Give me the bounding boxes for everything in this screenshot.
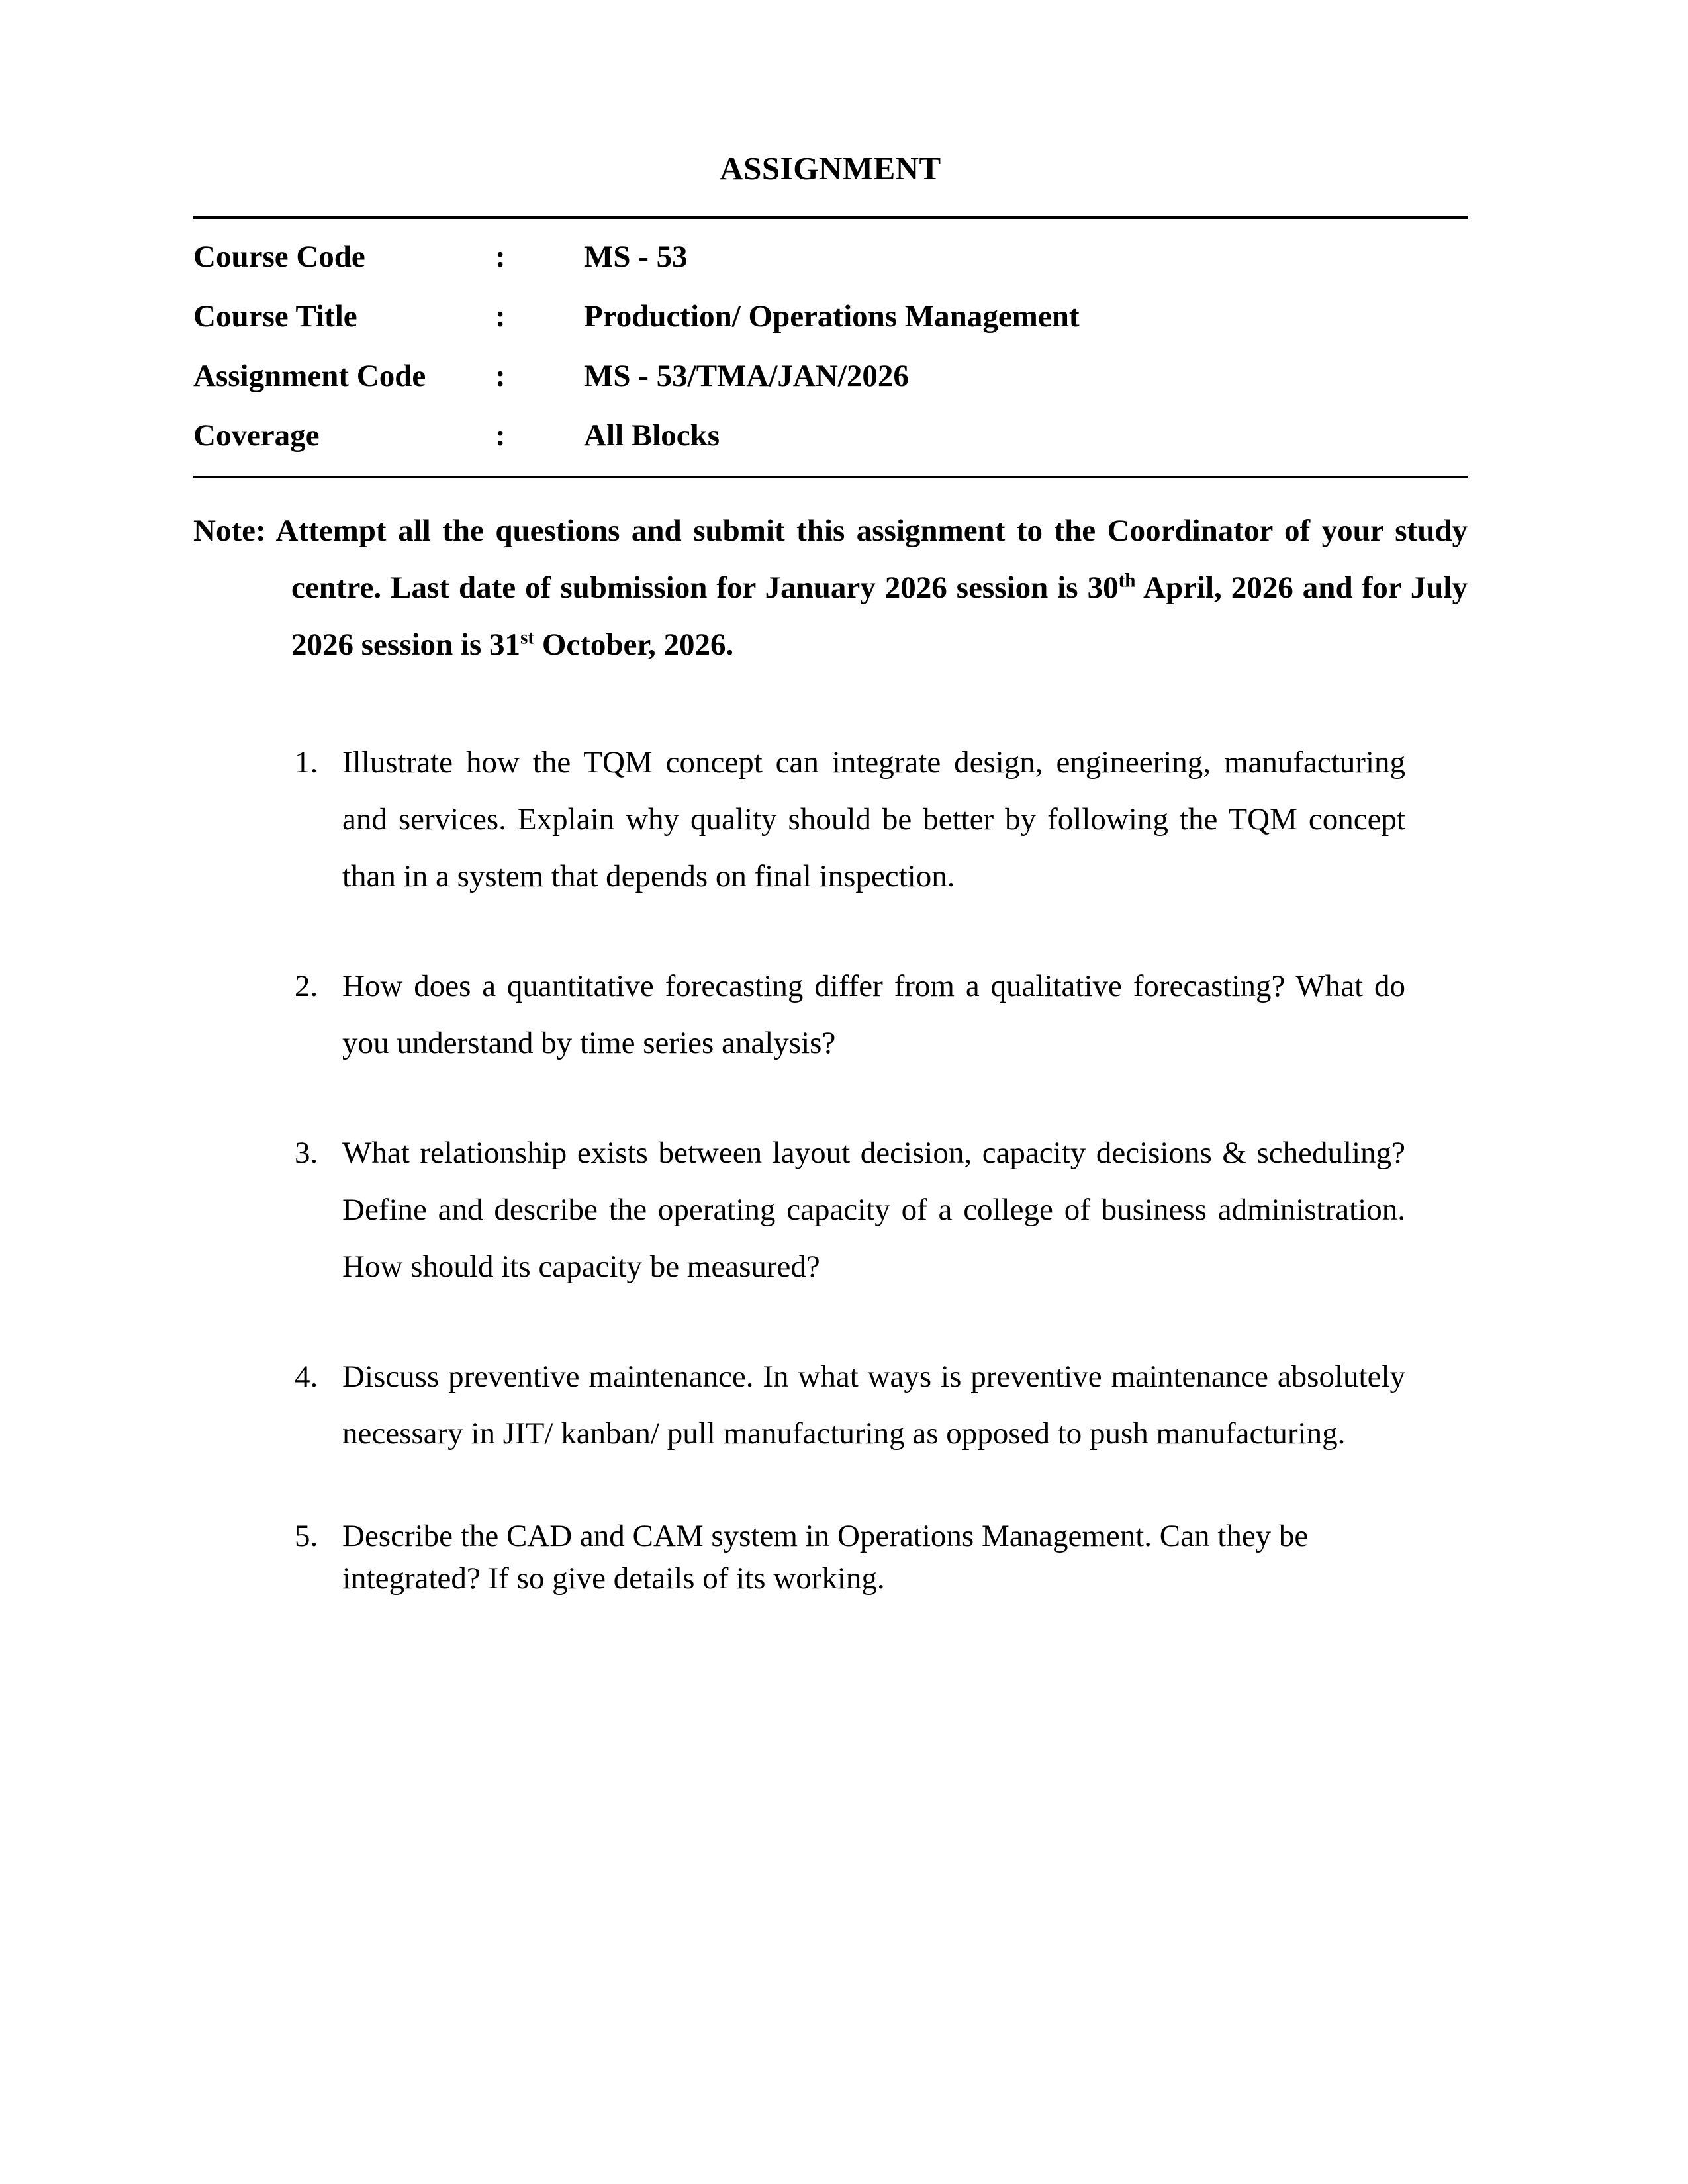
meta-value: All Blocks xyxy=(584,418,720,453)
table-row xyxy=(193,287,1468,346)
note-superscript-st xyxy=(520,627,534,648)
note-superscript-th-text: th xyxy=(1118,570,1136,592)
question-number: 1. xyxy=(295,745,318,780)
question-text: Describe the CAD and CAM system in Operations Management. Can they be integrated? If so give details of its working. xyxy=(342,1519,1309,1596)
list-item-question-4 xyxy=(295,1348,1405,1462)
table-row xyxy=(193,346,1468,406)
list-item-question-5 xyxy=(295,1515,1405,1600)
list-item-question-2 xyxy=(295,958,1405,1071)
question-text: What relationship exists between layout decision, capacity decisions & scheduling? Define and describe the operating capacity of a college of business administration. How should its capacity be measured? xyxy=(342,1136,1405,1284)
question-text: Discuss preventive maintenance. In what ways is preventive maintenance absolutely necessary in JIT/ kanban/ pull manufacturing as opposed to push manufacturing. xyxy=(342,1359,1405,1451)
question-text: Illustrate how the TQM concept can integrate design, engineering, manufacturing and services. Explain why quality should be better by following the TQM concept than in a system that depends on final inspection. xyxy=(342,745,1405,893)
note-text-1: Attempt all the questions and submit this assignment to the Coordinator of your study centre. Last date of submission for January 2026 session is 30 xyxy=(275,514,1468,605)
meta-separator: : xyxy=(495,240,506,274)
question-number: 5. xyxy=(295,1519,318,1553)
question-number: 4. xyxy=(295,1359,318,1394)
note-paragraph xyxy=(193,502,1468,673)
table-row xyxy=(193,406,1468,465)
course-meta-table xyxy=(193,216,1468,478)
note-superscript-th xyxy=(1119,570,1136,591)
note-text-2: April, 2026 and for July 2026 session is 31 xyxy=(291,570,1468,662)
question-list xyxy=(295,734,1405,1600)
question-number: 2. xyxy=(295,969,318,1003)
note-prefix: Note: xyxy=(193,514,266,548)
meta-label: Course Title xyxy=(193,299,357,334)
question-number: 3. xyxy=(295,1136,318,1170)
meta-value: MS - 53/TMA/JAN/2026 xyxy=(584,359,909,393)
note-text-3: October, 2026. xyxy=(534,627,734,662)
question-text: How does a quantitative forecasting differ from a qualitative forecasting? What do you understand by time series analysis? xyxy=(342,969,1405,1060)
table-row xyxy=(193,227,1468,287)
meta-value: Production/ Operations Management xyxy=(584,299,1080,334)
meta-label: Coverage xyxy=(193,418,320,453)
meta-separator: : xyxy=(495,359,506,393)
meta-label: Assignment Code xyxy=(193,359,426,393)
list-item-question-1 xyxy=(295,734,1405,905)
page-title: ASSIGNMENT xyxy=(720,150,941,187)
meta-label: Course Code xyxy=(193,240,365,274)
meta-value: MS - 53 xyxy=(584,240,688,274)
list-item-question-3 xyxy=(295,1124,1405,1295)
meta-separator: : xyxy=(495,418,506,453)
note-superscript-st-text: st xyxy=(520,627,535,649)
meta-separator: : xyxy=(495,299,506,334)
